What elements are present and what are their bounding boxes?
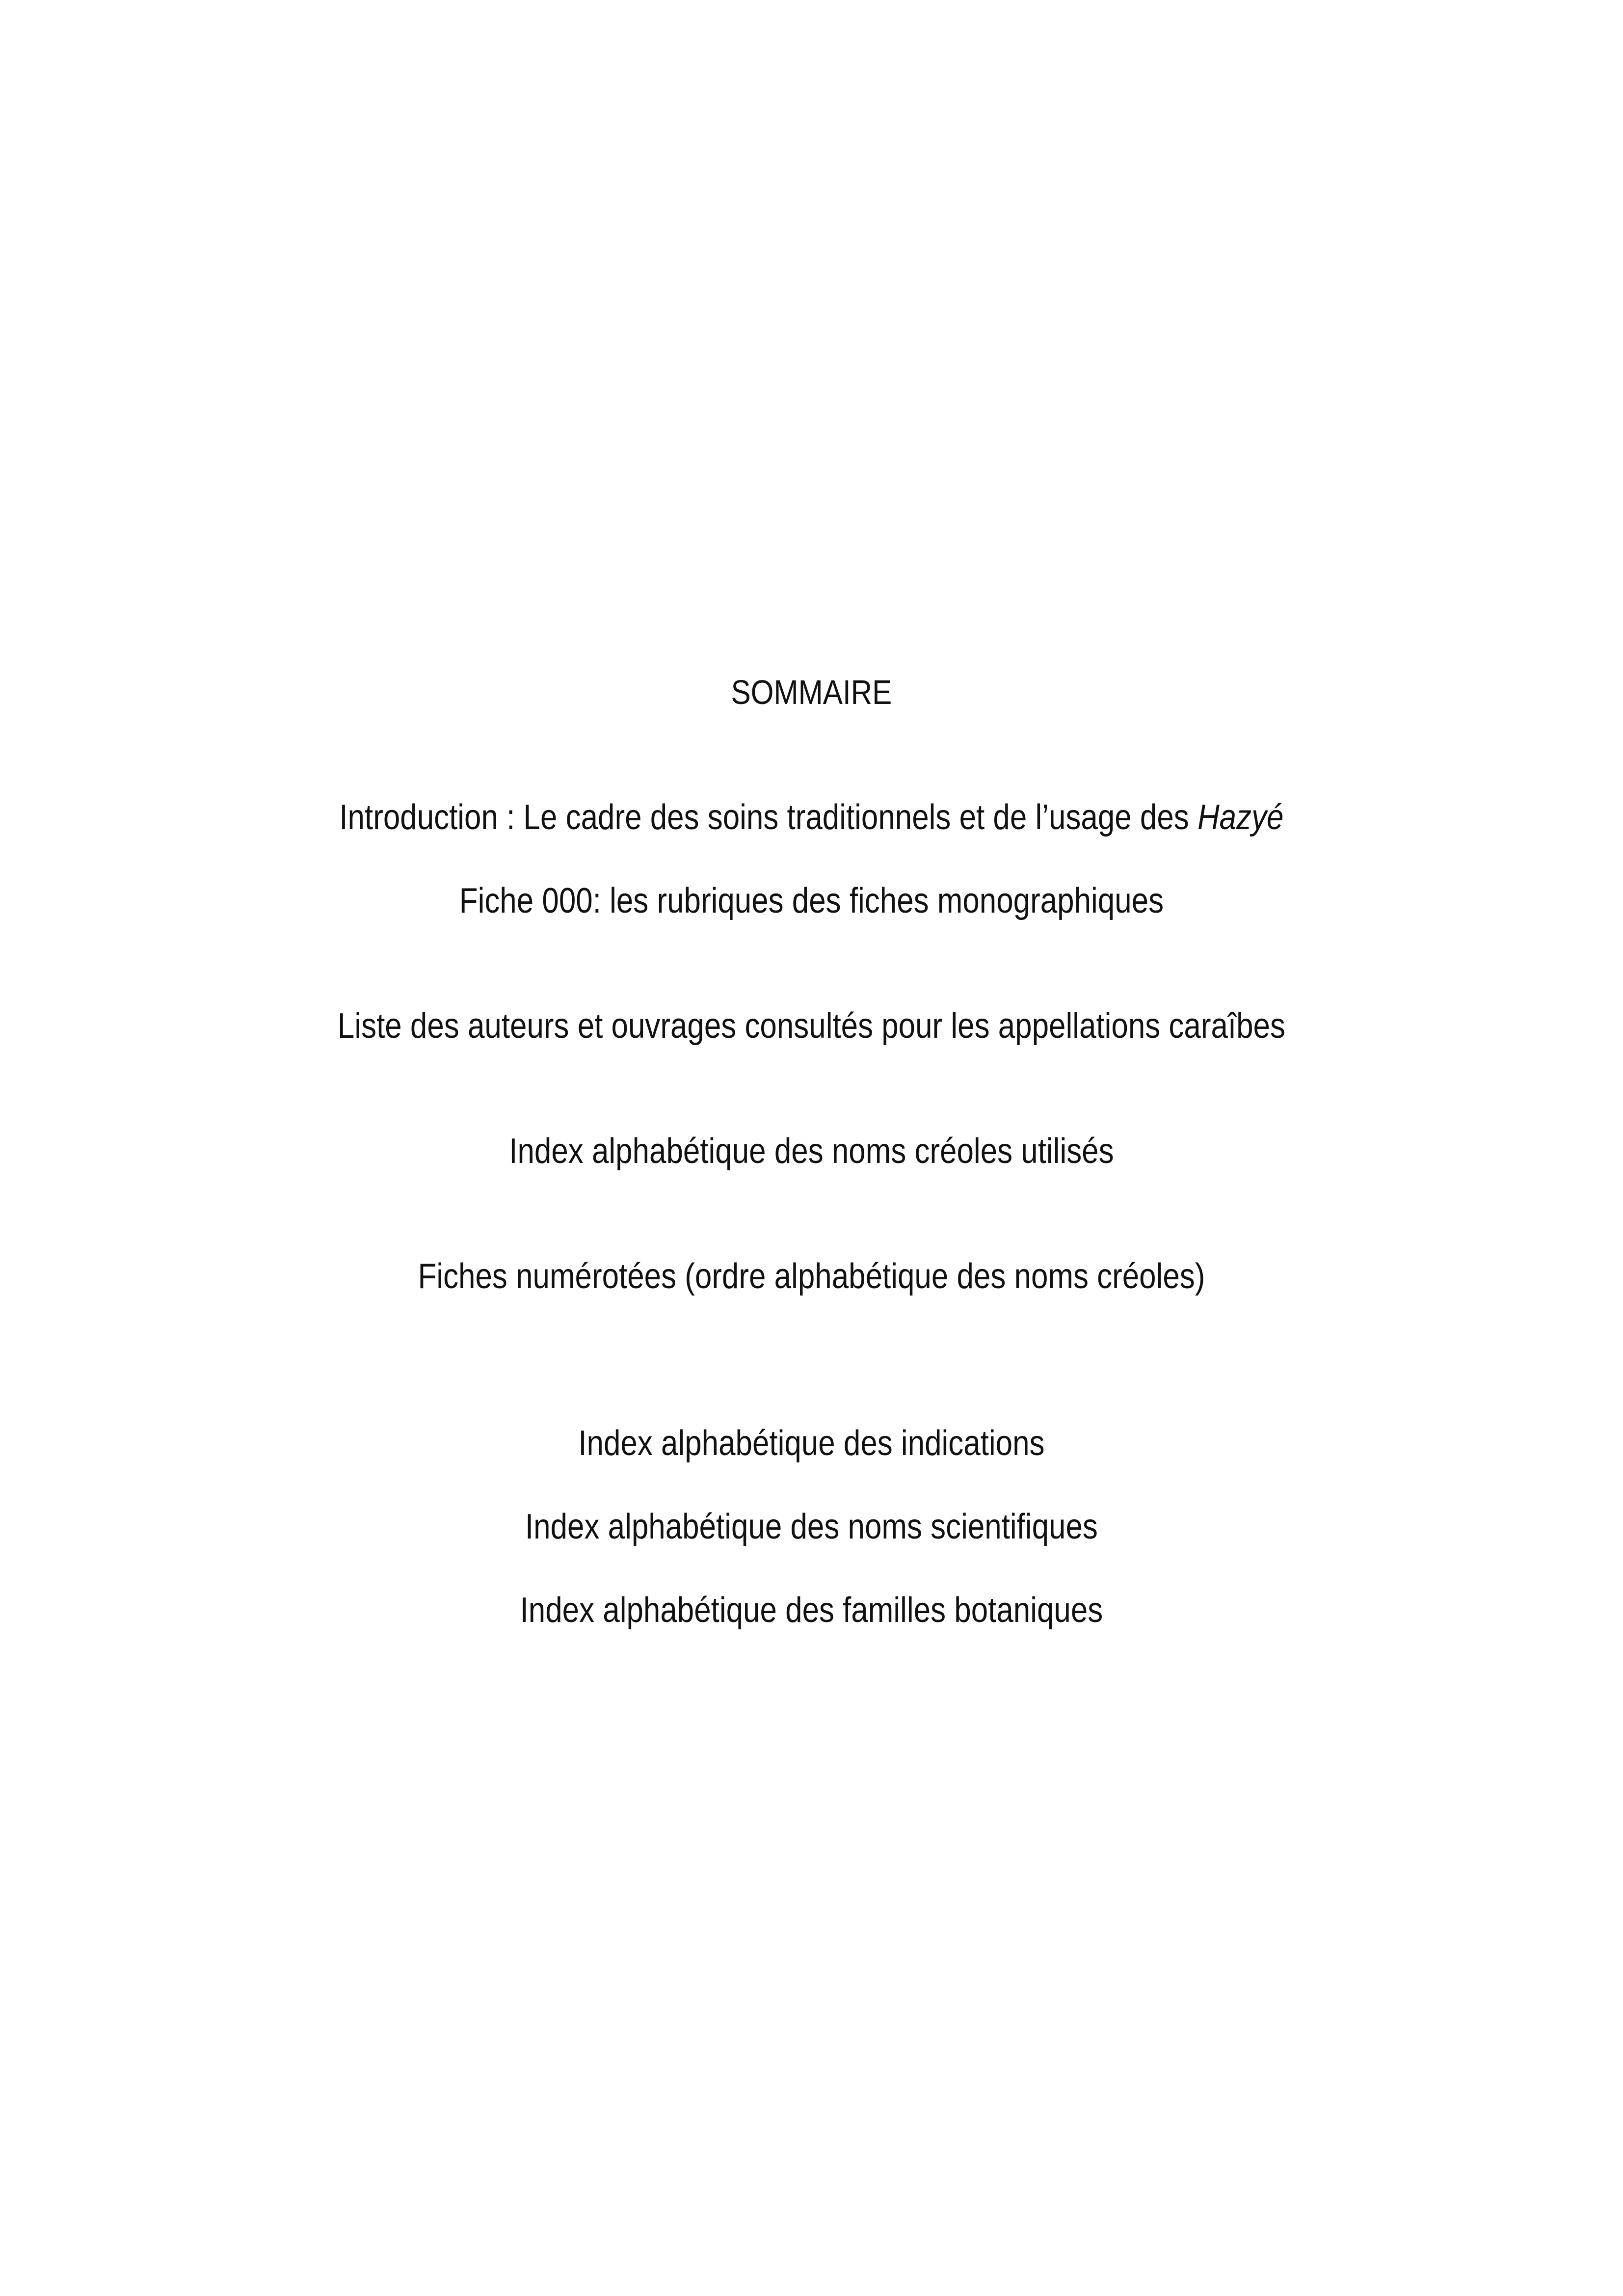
toc-entry-introduction <box>113 795 1509 839</box>
toc-entry-fiche-000: Fiche 000: les rubriques des fiches monographiques <box>459 881 1164 920</box>
toc-entry-index-familles-botaniques: Index alphabétique des familles botaniques <box>520 1591 1103 1630</box>
page-title: SOMMAIRE <box>731 673 892 711</box>
toc-entry-emphasis: Hazyé <box>1197 798 1284 837</box>
toc-entry-index-noms-scientifiques: Index alphabétique des noms scientifiques <box>525 1507 1098 1546</box>
toc-entry-index-indications: Index alphabétique des indications <box>578 1424 1045 1463</box>
toc-entry-text: Introduction : Le cadre des soins traditionnels et de l’usage des <box>339 798 1197 837</box>
toc-entry-index-noms-creoles: Index alphabétique des noms créoles utilisés <box>509 1132 1114 1171</box>
toc-entry-fiches-numerotees: Fiches numérotées (ordre alphabétique des noms créoles) <box>418 1257 1205 1296</box>
toc-entry-liste-auteurs: Liste des auteurs et ouvrages consultés pour les appellations caraîbes <box>337 1006 1285 1046</box>
